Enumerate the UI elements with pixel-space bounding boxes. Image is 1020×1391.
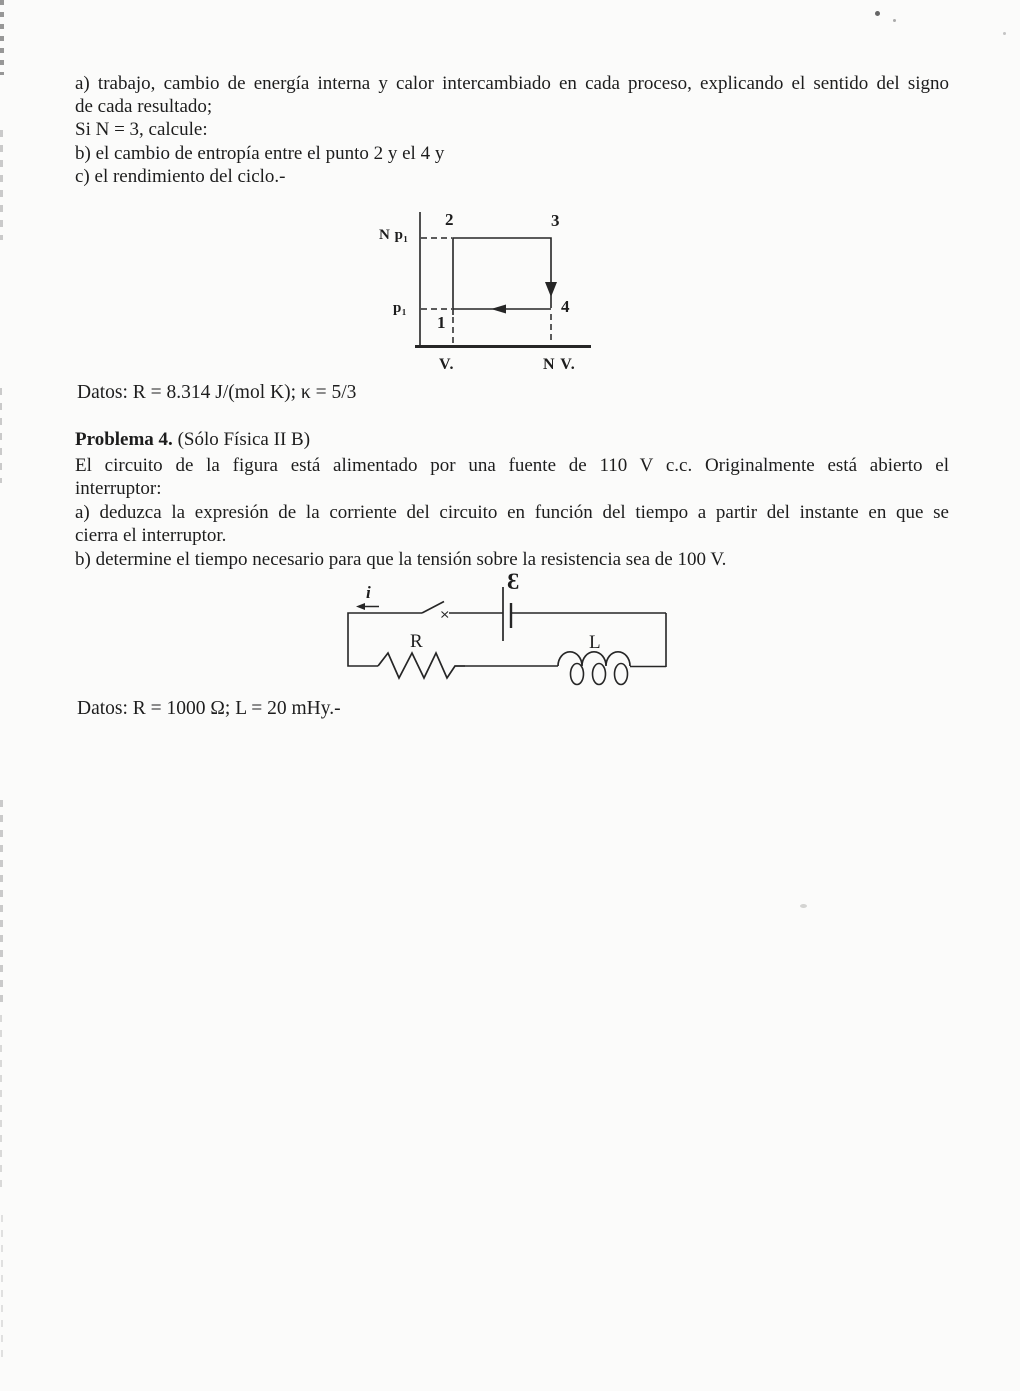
scan-speck [1003,32,1006,35]
problem4-title: Problema 4. [75,429,173,450]
pv-label-np1: N p₁ [379,227,409,243]
pv-arrow-down [545,282,557,297]
scan-speck [800,904,807,908]
scan-speck [893,19,896,22]
pv-point-3: 3 [551,211,560,230]
pv-point-2: 2 [445,210,454,229]
text-line: de cada resultado; [75,96,213,118]
inductor-label: L [589,632,601,653]
problem3-data: Datos: R = 8.314 J/(mol K); κ = 5/3 [77,382,357,403]
pv-label-p1: p₁ [393,300,407,316]
resistor-symbol [378,653,465,678]
scan-artifact [0,0,4,75]
text-line: interruptor: [75,478,162,499]
scan-artifact [0,1015,2,1195]
scan-artifact [0,130,3,240]
text-line: a) deduzca la expresión de la corriente del circuito en función del tiempo a partir del instante en que se [75,501,949,523]
text-line: a) trabajo, cambio de energía interna y calor intercambiado en cada proceso, explicando el sentido del signo [75,73,949,94]
text-line: b) el cambio de entropía entre el punto 2 y el 4 y [75,142,445,164]
text-line: Si N = 3, calcule: [75,119,208,141]
scan-speck [875,11,880,16]
scan-artifact [0,800,3,1010]
circuit-diagram [345,569,675,700]
pv-label-v1: V. [439,356,455,373]
pv-arrow-left [491,305,506,314]
pv-label-nv1: N V. [543,356,576,373]
problem4-heading [75,428,949,452]
problem4-subtitle: (Sólo Física II B) [172,429,311,450]
text-line: c) el rendimiento del ciclo.- [75,165,286,187]
inductor-loop [615,664,628,685]
problem3-statement [75,72,949,188]
pv-point-1: 1 [437,313,446,332]
inductor-loop [571,664,584,685]
switch-contact-x [442,612,449,618]
problem4-data: Datos: R = 1000 Ω; L = 20 mHy.- [77,698,341,719]
pv-cycle-path [453,238,551,315]
scan-artifact [1,1215,3,1365]
text-line: El circuito de la figura está alimentado por una fuente de 110 V c.c. Originalmente está abierto el [75,454,949,476]
scan-artifact [0,388,2,483]
pv-point-4: 4 [561,297,570,316]
emf-label: Ɛ [507,569,520,594]
pv-diagram [360,205,640,390]
current-label: i [366,583,371,602]
inductor-loop [593,664,606,685]
text-line: cierra el interruptor. [75,525,227,546]
resistor-label: R [410,631,423,652]
current-arrow-head [356,603,365,610]
problem4-statement [75,428,949,571]
switch-symbol [422,602,444,614]
text-line: b) determine el tiempo necesario para que la tensión sobre la resistencia sea de 100 V. [75,548,727,570]
